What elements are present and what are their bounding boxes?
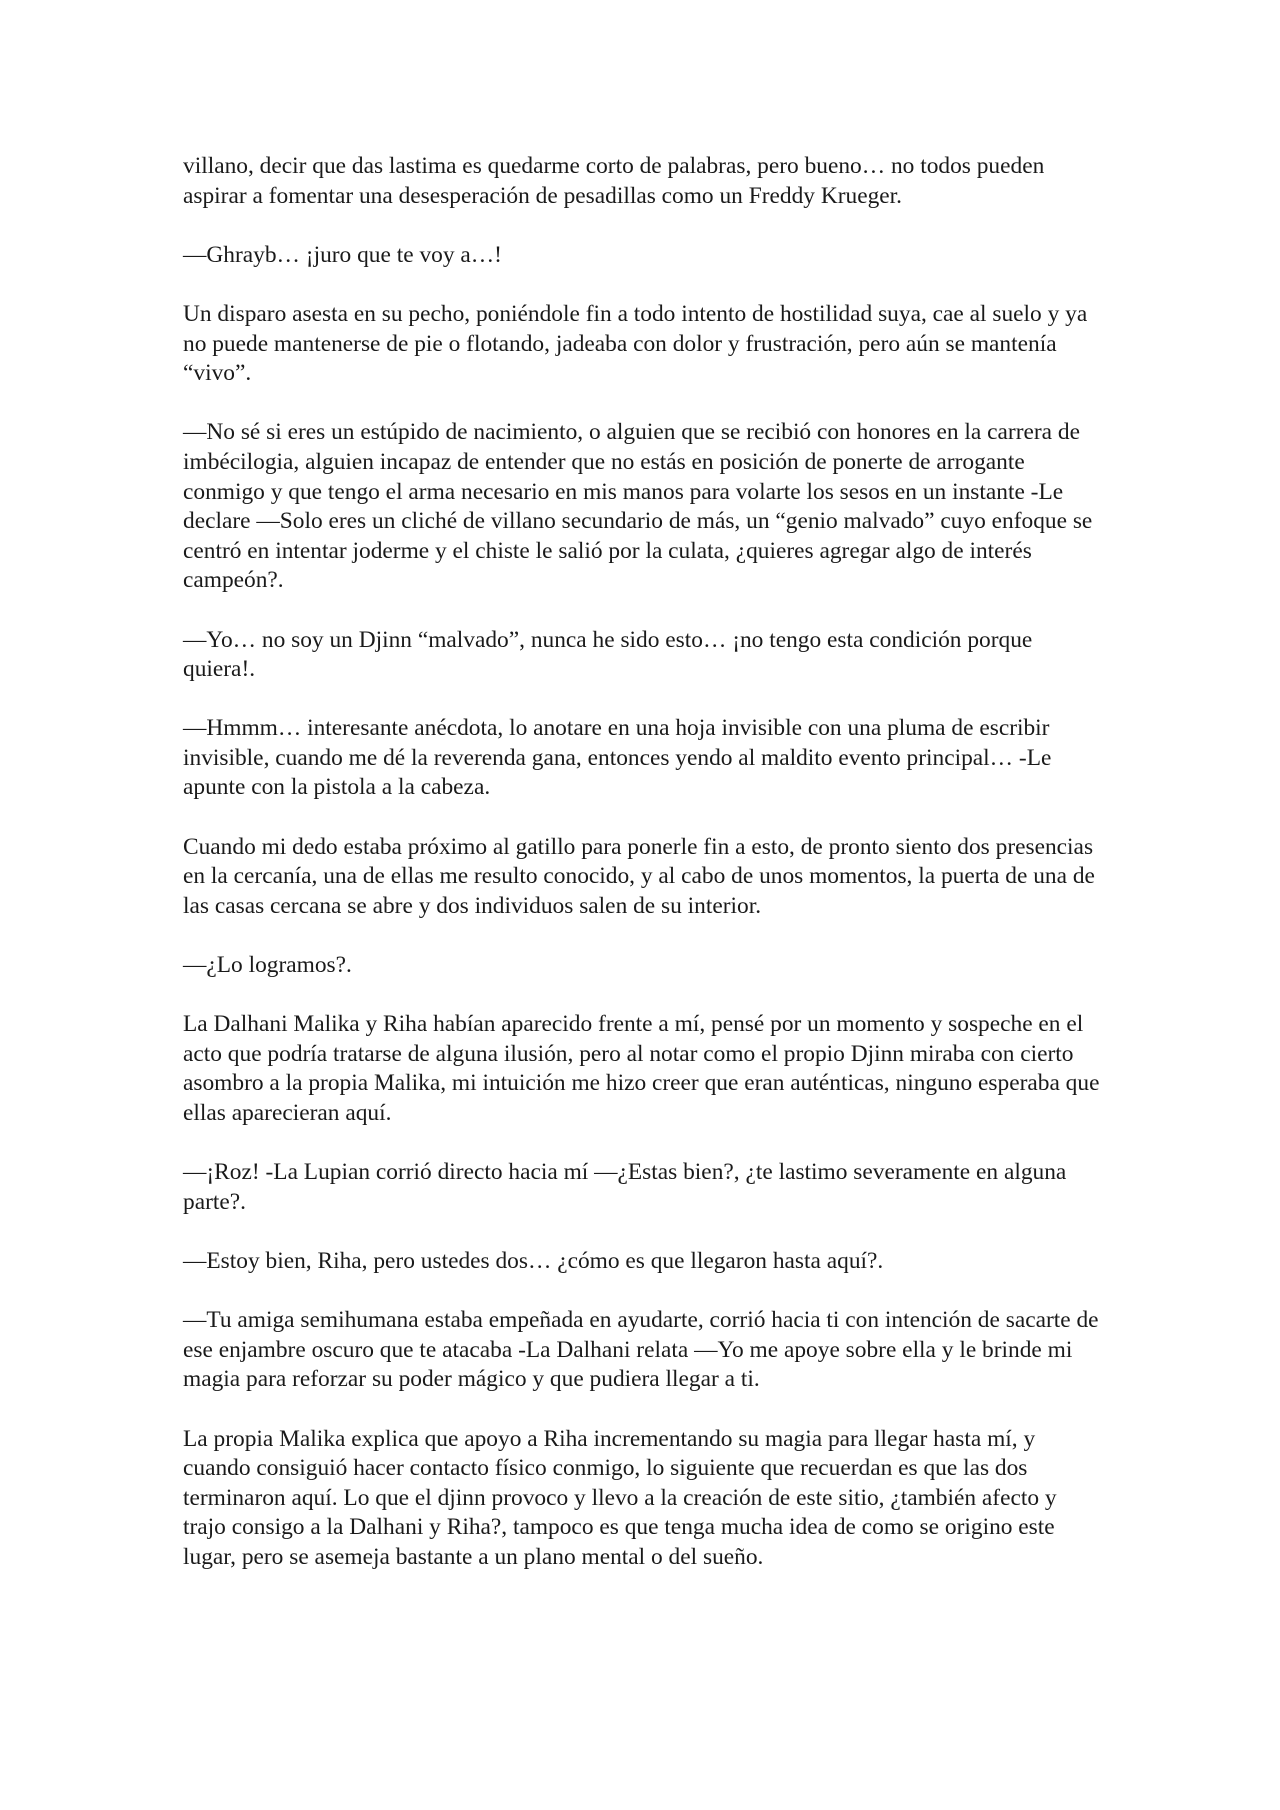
paragraph: —Hmmm… interesante anécdota, lo anotare en una hoja invisible con una pluma de escribir invisible, cuando me dé la reverenda gana, entonces yendo al maldito evento principal… -Le apunte con la pistola a la cabeza. bbox=[183, 715, 1052, 801]
paragraph: —Tu amiga semihumana estaba empeñada en ayudarte, corrió hacia ti con intención de sacarte de ese enjambre oscuro que te atacaba -La Dalhani relata —Yo me apoye sobre ella y le brinde mi magia para reforzar su poder mágico y que pudiera llegar a ti. bbox=[183, 1307, 1099, 1393]
paragraph: —No sé si eres un estúpido de nacimiento, o alguien que se recibió con honores en la carrera de imbécilogia, alguien incapaz de entender que no estás en posición de ponerte de arrogante conmigo y que tengo el arma necesario en mis manos para volarte los sesos en un instante -Le declare —Solo eres un cliché de villano secundario de más, un “genio malvado” cuyo enfoque se centró en intentar joderme y el chiste le salió por la culata, ¿quieres agregar algo de interés campeón?. bbox=[183, 419, 1093, 594]
paragraph: La propia Malika explica que apoyo a Riha incrementando su magia para llegar hasta mí, y cuando consiguió hacer contacto físico conmigo, lo siguiente que recuerdan es que las dos terminaron aquí. Lo que el djinn provoco y llevo a la creación de este sitio, ¿también afecto y trajo consigo a la Dalhani y Riha?, tampoco es que tenga mucha idea de como se origino este lugar, pero se asemeja bastante a un plano mental o del sueño. bbox=[183, 1425, 1057, 1570]
paragraph: La Dalhani Malika y Riha habían aparecido frente a mí, pensé por un momento y sospeche en el acto que podría tratarse de alguna ilusión, pero al notar como el propio Djinn miraba con cierto asombro a la propia Malika, mi intuición me hizo creer que eran auténticas, ninguno esperaba que ellas aparecieran aquí. bbox=[183, 1011, 1100, 1126]
paragraph: Cuando mi dedo estaba próximo al gatillo para ponerle fin a esto, de pronto siento dos presencias en la cercanía, una de ellas me resulto conocido, y al cabo de unos momentos, la puerta de una de las casas cercana se abre y dos individuos salen de su interior. bbox=[183, 833, 1095, 919]
paragraph: Un disparo asesta en su pecho, poniéndole fin a todo intento de hostilidad suya, cae al suelo y ya no puede mantenerse de pie o flotando, jadeaba con dolor y frustración, pero aún se mantenía “vivo”. bbox=[183, 300, 1088, 387]
paragraph: villano, decir que das lastima es quedarme corto de palabras, pero bueno… no todos pueden aspirar a fomentar una desesperación de pesadillas como un Freddy Krueger. bbox=[183, 153, 1045, 209]
paragraph: —Ghrayb… ¡juro que te voy a…! bbox=[183, 241, 502, 268]
paragraph: —Estoy bien, Riha, pero ustedes dos… ¿cómo es que llegaron hasta aquí?. bbox=[183, 1247, 884, 1274]
paragraph: —¡Roz! -La Lupian corrió directo hacia mí —¿Estas bien?, ¿te lastimo severamente en alguna parte?. bbox=[183, 1159, 1067, 1215]
paragraph: —Yo… no soy un Djinn “malvado”, nunca he sido esto… ¡no tengo esta condición porque quiera!. bbox=[183, 626, 1033, 683]
paragraph: —¿Lo logramos?. bbox=[183, 952, 352, 979]
document-body bbox=[183, 152, 1103, 1602]
